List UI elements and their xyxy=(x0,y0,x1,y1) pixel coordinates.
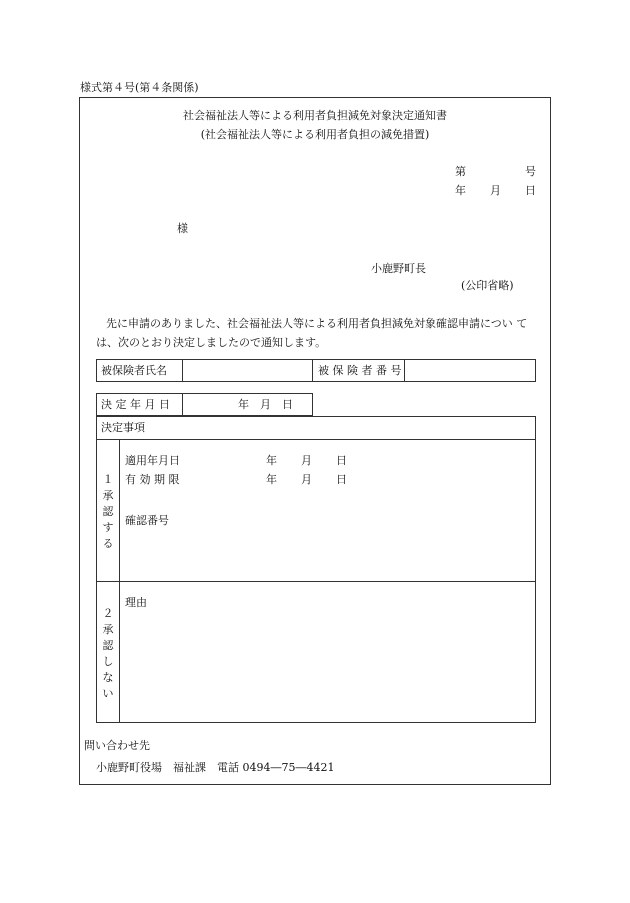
decision-date-field[interactable]: 年 月 日 xyxy=(238,398,293,411)
insured-number-label: 被 保 険 者 番 号 xyxy=(318,364,402,377)
issue-date-month: 月 xyxy=(490,184,501,197)
addressee-suffix: 様 xyxy=(177,222,188,235)
apply-date-label: 適用年月日 xyxy=(125,454,180,467)
decision-date-label: 決 定 年 月 日 xyxy=(101,398,170,411)
seal-note: (公印省略) xyxy=(461,279,514,292)
issue-date-year: 年 xyxy=(455,184,466,197)
contact-detail: 小鹿野町役場 福祉課 電話 0494―75―4421 xyxy=(96,761,335,774)
deny-side-label: ２承認しない xyxy=(102,607,114,700)
issue-date-day: 日 xyxy=(525,184,536,197)
insured-number-field[interactable] xyxy=(408,365,532,378)
apply-date-month: 月 xyxy=(301,454,312,467)
form-number: 様式第４号(第４条関係) xyxy=(80,81,199,94)
body-text-line2: は、次のとおり決定しましたので通知します。 xyxy=(96,336,327,349)
valid-period-label: 有 効 期 限 xyxy=(125,473,180,486)
valid-period-month: 月 xyxy=(301,473,312,486)
issuer-name: 小鹿野町長 xyxy=(371,262,426,275)
document-subtitle: (社会福祉法人等による利用者負担の減免措置) xyxy=(200,128,430,141)
body-text-line1: 先に申請のありました、社会福祉法人等による利用者負担減免対象確認申請につい て xyxy=(106,317,528,330)
apply-date-year: 年 xyxy=(266,454,277,467)
approve-side-label: １承認する xyxy=(102,473,114,550)
ref-dai: 第 xyxy=(455,165,466,178)
contact-heading: 問い合わせ先 xyxy=(84,739,150,752)
decision-header: 決定事項 xyxy=(101,421,145,434)
insured-name-field[interactable] xyxy=(186,365,308,378)
ref-go: 号 xyxy=(525,165,536,178)
apply-date-day: 日 xyxy=(336,454,347,467)
valid-period-year: 年 xyxy=(266,473,277,486)
document-title: 社会福祉法人等による利用者負担減免対象決定通知書 xyxy=(183,109,447,122)
valid-period-day: 日 xyxy=(336,473,347,486)
reason-label: 理由 xyxy=(125,596,147,609)
confirm-number-label: 確認番号 xyxy=(125,514,169,527)
insured-name-label: 被保険者氏名 xyxy=(101,364,167,377)
